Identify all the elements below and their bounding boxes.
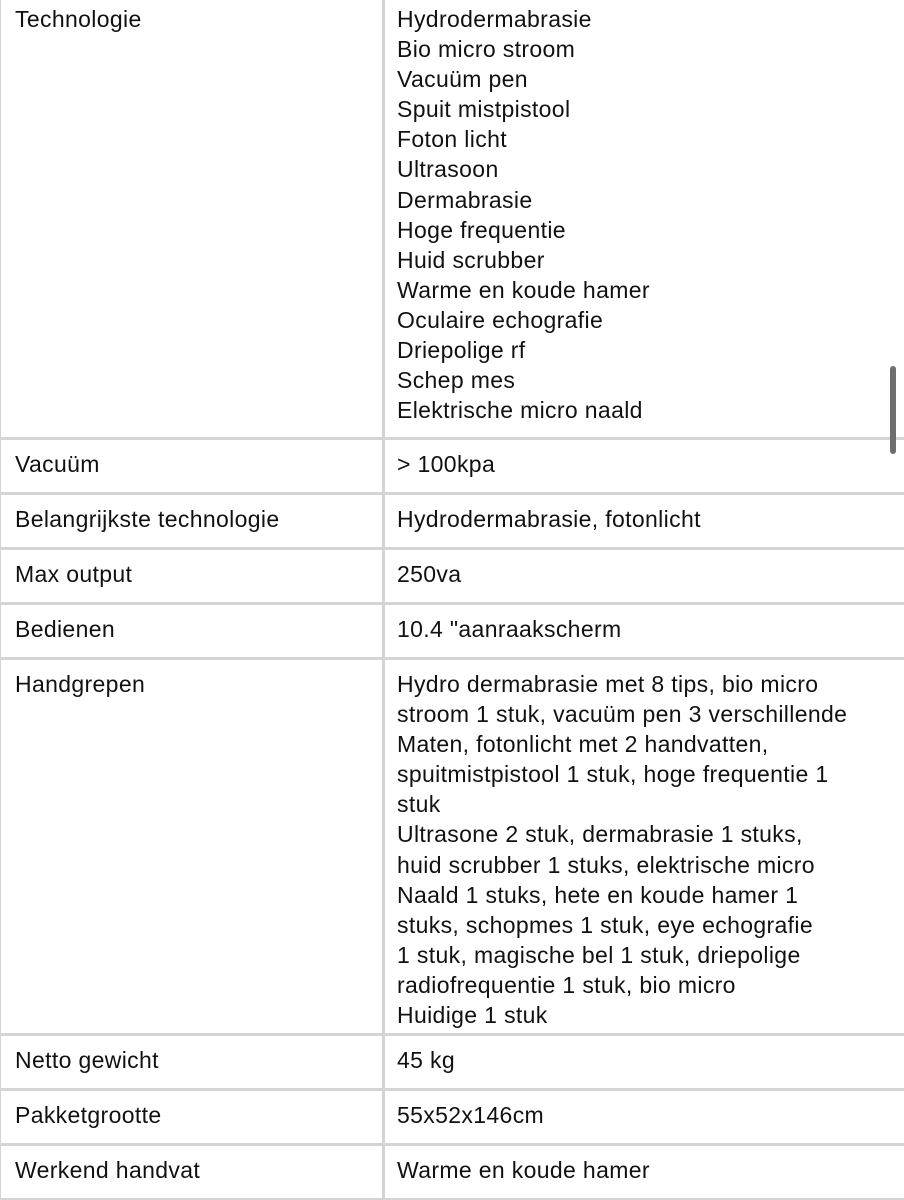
spec-value-line: Hydrodermabrasie, fotonlicht — [397, 506, 701, 532]
spec-label-text: Belangrijkste technologie — [15, 506, 280, 532]
spec-value-line: Driepolige rf — [397, 337, 526, 364]
spec-value-line: > 100kpa — [397, 451, 496, 477]
spec-label-text: Technologie — [15, 6, 142, 32]
spec-label — [0, 549, 384, 604]
spec-value-line: radiofrequentie 1 stuk, bio micro — [397, 971, 736, 998]
spec-value — [384, 659, 904, 1035]
spec-value-line: Foton licht — [397, 126, 507, 153]
spec-value — [384, 1145, 904, 1200]
spec-row-vacuum — [0, 439, 904, 494]
spec-label — [0, 0, 384, 439]
spec-label-text: Werkend handvat — [15, 1157, 201, 1183]
spec-value — [384, 549, 904, 604]
spec-value-line: Hydro dermabrasie met 8 tips, bio micro — [397, 671, 819, 697]
spec-label — [0, 604, 384, 659]
spec-value-line: Maten, fotonlicht met 2 handvatten, — [397, 731, 769, 758]
spec-value-line: stuk — [397, 791, 441, 818]
spec-value-line: Schep mes — [397, 367, 516, 394]
spec-value — [384, 604, 904, 659]
spec-row-bedienen — [0, 604, 904, 659]
spec-value-line: Hydrodermabrasie — [397, 6, 592, 32]
spec-label — [0, 439, 384, 494]
spec-value-line: Hoge frequentie — [397, 216, 566, 243]
spec-label-text: Netto gewicht — [15, 1047, 159, 1073]
spec-value-line: 10.4 "aanraakscherm — [397, 616, 622, 642]
spec-value-line: 45 kg — [397, 1047, 456, 1073]
spec-value-line: Bio micro stroom — [397, 36, 576, 63]
spec-label — [0, 1145, 384, 1200]
spec-value-line: Ultrasoon — [397, 156, 499, 183]
spec-row-pakketgrootte — [0, 1090, 904, 1145]
spec-row-technologie — [0, 0, 904, 439]
spec-label — [0, 494, 384, 549]
spec-value-line: 1 stuk, magische bel 1 stuk, driepolige — [397, 941, 801, 968]
spec-value-line: stuks, schopmes 1 stuk, eye echografie — [397, 911, 814, 938]
spec-value-line: 250va — [397, 561, 462, 587]
spec-value-line: Warme en koude hamer — [397, 1157, 650, 1183]
spec-value-line: Dermabrasie — [397, 186, 533, 213]
spec-row-belangrijkste-technologie — [0, 494, 904, 549]
spec-value-line: stroom 1 stuk, vacuüm pen 3 verschillende — [397, 701, 848, 728]
spec-value-line: huid scrubber 1 stuks, elektrische micro — [397, 851, 815, 878]
spec-value — [384, 0, 904, 439]
spec-value — [384, 494, 904, 549]
spec-value-line: Huidige 1 stuk — [397, 1002, 548, 1029]
spec-value — [384, 1090, 904, 1145]
spec-value-line: Vacuüm pen — [397, 66, 528, 93]
spec-value-line: Spuit mistpistool — [397, 96, 571, 123]
spec-value-line: Warme en koude hamer — [397, 276, 650, 303]
spec-label — [0, 659, 384, 1035]
spec-value-line: Elektrische micro naald — [397, 397, 643, 424]
spec-label — [0, 1035, 384, 1090]
spec-label-text: Max output — [15, 561, 133, 587]
spec-value — [384, 439, 904, 494]
spec-value-line: 55x52x146cm — [397, 1102, 545, 1128]
spec-label-text: Bedienen — [15, 616, 115, 642]
spec-value-line: spuitmistpistool 1 stuk, hoge frequentie 1 — [397, 761, 829, 788]
spec-value-line: Oculaire echografie — [397, 306, 604, 333]
spec-value-line: Naald 1 stuks, hete en koude hamer 1 — [397, 881, 799, 908]
spec-row-handgrepen — [0, 659, 904, 1035]
spec-label-text: Vacuüm — [15, 451, 100, 477]
spec-row-max-output — [0, 549, 904, 604]
spec-value-line: Huid scrubber — [397, 246, 545, 273]
spec-row-werkend-handvat — [0, 1145, 904, 1200]
spec-value — [384, 1035, 904, 1090]
spec-label — [0, 1090, 384, 1145]
scrollbar-thumb[interactable] — [890, 366, 896, 454]
spec-value-line: Ultrasone 2 stuk, dermabrasie 1 stuks, — [397, 821, 803, 848]
spec-label-text: Handgrepen — [15, 671, 146, 697]
spec-label-text: Pakketgrootte — [15, 1102, 162, 1128]
spec-row-netto-gewicht — [0, 1035, 904, 1090]
